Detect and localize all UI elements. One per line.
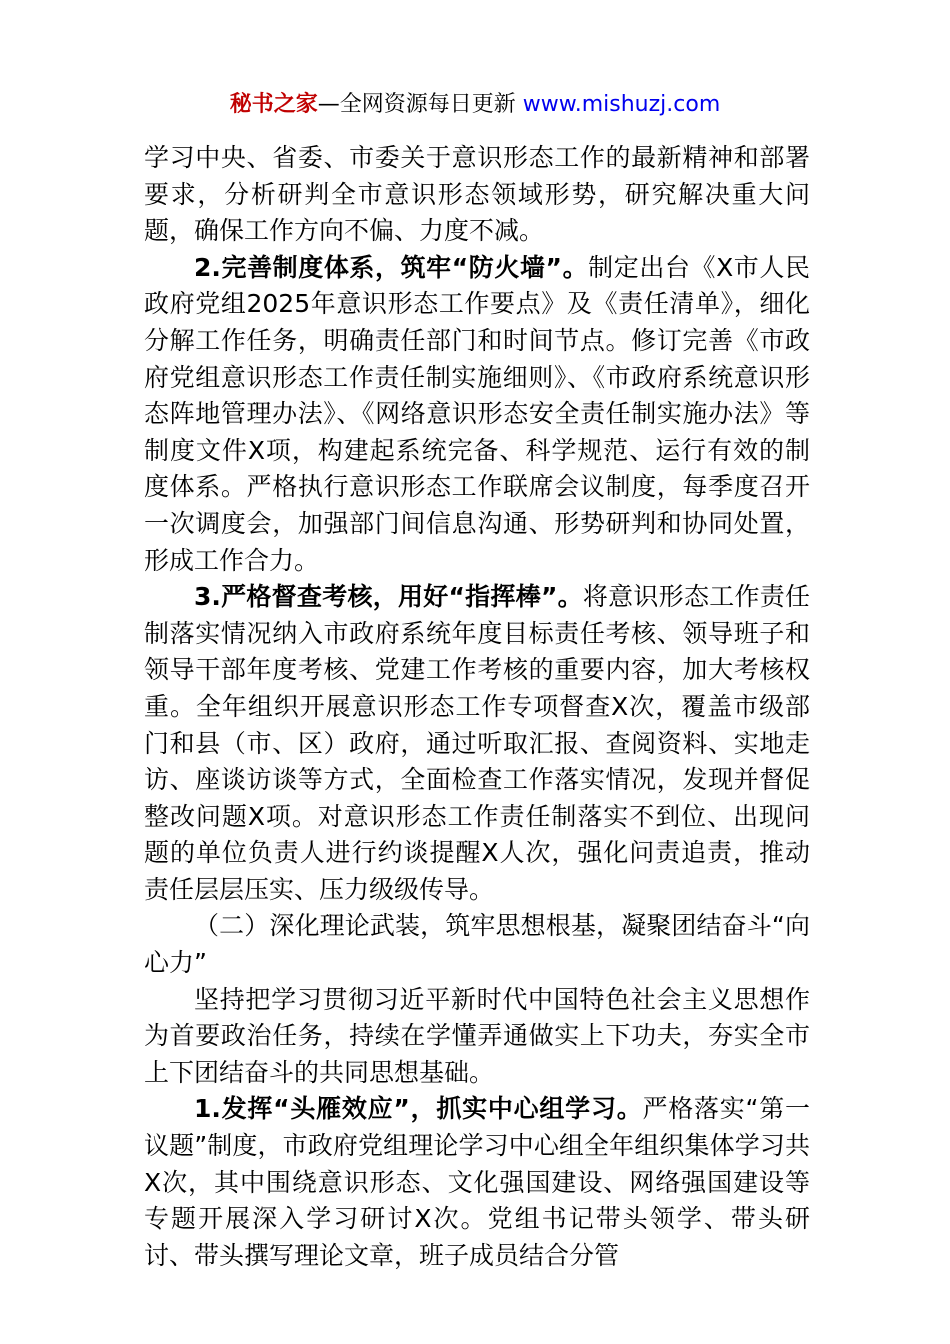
paragraph-continuation: 学习中央、省委、市委关于意识形态工作的最新精神和部署要求，分析研判全市意识形态领域形势，研究解决重大问题，确保工作方向不偏、力度不减。 [144, 143, 810, 246]
header-tagline: 全网资源每日更新 [339, 92, 516, 117]
header-separator: — [317, 92, 340, 117]
paragraph-institutional-system [144, 250, 810, 579]
paragraph-heading: 2.完善制度体系，筑牢“防火墙”。 [194, 252, 589, 282]
paragraph-heading: 1.发挥“头雁效应”，抓实中心组学习。 [194, 1094, 643, 1124]
brand-name: 秘书之家 [229, 92, 318, 117]
paragraph-central-group-study [144, 1091, 810, 1274]
paragraph-text: 将意识形态工作责任制落实情况纳入市政府系统年度目标责任考核、领导班子和领导干部年度考核、党建工作考核的重要内容，加大考核权重。全年组织开展意识形态工作专项督查X次，覆盖市级部门和县（市、区）政府，通过听取汇报、查阅资料、实地走访、座谈访谈等方式，全面检查工作落实情况，发现并督促整改问题X项。对意识形态工作责任制落实不到位、出现问题的单位负责人进行约谈提醒X人次，强化问责追责，推动责任层层压实、压力级级传导。 [144, 582, 810, 904]
paragraph-supervision-assessment [144, 579, 810, 908]
paragraph-heading: 3.严格督查考核，用好“指挥棒”。 [194, 582, 583, 612]
document-body [144, 140, 810, 1274]
section-heading-theory: （二）深化理论武装，筑牢思想根基，凝聚团结奋斗“向心力” [144, 911, 810, 978]
site-url[interactable]: www.mishuzj.com [522, 92, 721, 117]
paragraph-text: 制定出台《X市人民政府党组2025年意识形态工作要点》及《责任清单》，细化分解工作任务，明确责任部门和时间节点。修订完善《市政府党组意识形态工作责任制实施细则》、《市政府系统意识形态阵地管理办法》、《网络意识形态安全责任制实施办法》等制度文件X项，构建起系统完备、科学规范、运行有效的制度体系。严格执行意识形态工作联席会议制度，每季度召开一次调度会，加强部门间信息沟通、形势研判和协同处置，形成工作合力。 [144, 252, 810, 575]
page-header [0, 90, 950, 120]
paragraph-text: 严格落实“第一议题”制度，市政府党组理论学习中心组全年组织集体学习共X次，其中围绕意识形态、文化强国建设、网络强国建设等专题开展深入学习研讨X次。党组书记带头领学、带头研讨、带头撰写理论文章，班子成员结合分管 [144, 1094, 810, 1270]
paragraph-theory-intro: 坚持把学习贯彻习近平新时代中国特色社会主义思想作为首要政治任务，持续在学懂弄通做实上下功夫，夯实全市上下团结奋斗的共同思想基础。 [144, 984, 810, 1087]
